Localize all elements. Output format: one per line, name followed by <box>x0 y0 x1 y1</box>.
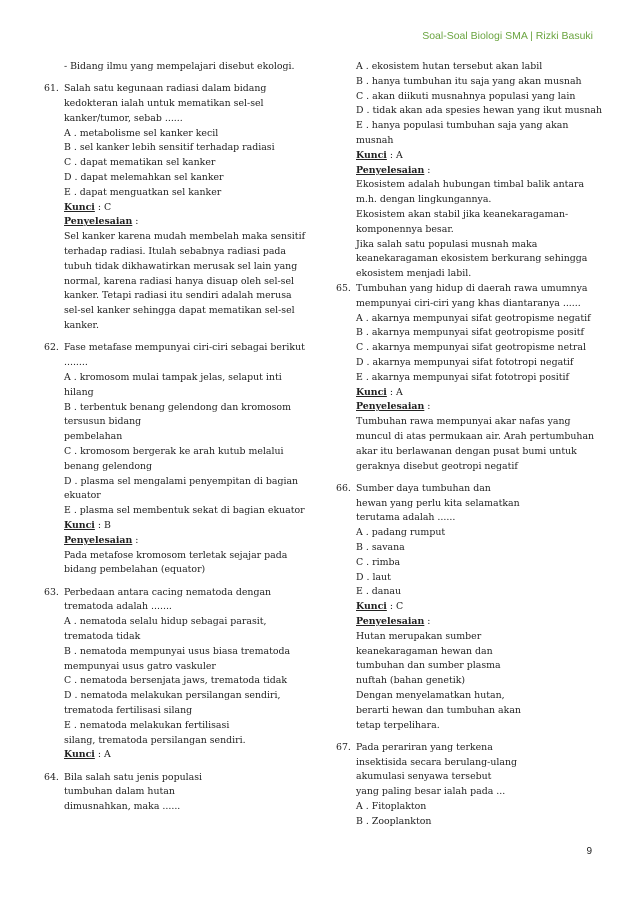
text-line <box>44 615 304 630</box>
answer-label: Kunci <box>64 201 95 213</box>
spacer <box>336 733 598 741</box>
page-header: Soal-Soal Biologi SMA | Rizki Basuki <box>422 30 593 42</box>
text-line <box>44 215 304 230</box>
text-line <box>44 356 304 371</box>
line-text: E . dapat menguatkan sel kanker <box>64 186 222 198</box>
spacer <box>44 75 304 83</box>
line-text: hewan yang perlu kita selamatkan <box>356 497 520 509</box>
question-number: 66. <box>336 482 351 494</box>
question-line <box>336 282 598 297</box>
text-line <box>336 689 598 704</box>
line-text: : <box>132 534 139 546</box>
text-line <box>336 75 598 90</box>
text-line <box>44 719 304 734</box>
line-text: akumulasi senyawa tersebut <box>356 771 492 783</box>
line-text: C . dapat mematikan sel kanker <box>64 157 216 169</box>
line-text: : <box>424 401 431 413</box>
text-line <box>44 60 304 75</box>
line-text: A . Fitoplakton <box>356 801 427 813</box>
text-line <box>336 164 598 179</box>
line-text: Hutan merupakan sumber <box>356 630 482 642</box>
line-text: terhadap radiasi. Itulah sebabnya radiasi pada <box>64 246 287 258</box>
line-text: trematoda fertilisasi silang <box>64 704 193 716</box>
line-text: D . dapat melemahkan sel kanker <box>64 172 224 184</box>
question-line <box>336 741 598 756</box>
line-text: : <box>132 216 139 228</box>
text-line <box>336 526 598 541</box>
text-line <box>44 201 304 216</box>
line-text: C . akarnya mempunyai sifat geotropisme netral <box>356 342 586 354</box>
line-text: A . metabolisme sel kanker kecil <box>64 127 219 139</box>
spacer <box>44 334 304 342</box>
question-number: 65. <box>336 282 351 294</box>
line-text: : <box>424 164 431 176</box>
line-text: E . akarnya mempunyai sifat fototropi positif <box>356 371 570 383</box>
line-text: D . nematoda melakukan persilangan sendiri, <box>64 690 281 702</box>
text-line <box>44 415 304 430</box>
text-line <box>44 430 304 445</box>
page-number: 9 <box>586 846 592 857</box>
answer-label: Penyelesaian <box>64 216 133 228</box>
text-line <box>336 134 598 149</box>
text-line <box>44 156 304 171</box>
line-text: muncul di atas permukaan air. Arah pertumbuhan <box>356 430 595 442</box>
text-line <box>44 186 304 201</box>
question-number: 67. <box>336 741 351 753</box>
line-text: B . savana <box>356 542 405 553</box>
text-line <box>44 445 304 460</box>
line-text: : A <box>386 386 403 398</box>
text-line <box>336 223 598 238</box>
text-line <box>336 756 598 771</box>
line-text: D . akarnya mempunyai sifat fototropi negatif <box>356 356 574 368</box>
question-line <box>44 771 304 786</box>
text-line <box>336 60 598 75</box>
line-text: berarti hewan dan tumbuhan akan <box>356 704 521 716</box>
question-line <box>44 82 304 97</box>
line-text: pembelahan <box>64 431 123 443</box>
text-line <box>44 689 304 704</box>
line-text: silang, trematoda persilangan sendiri. <box>64 734 246 746</box>
line-text: normal, karena radiasi hanya disuap oleh sel-sel <box>64 275 294 287</box>
answer-label: Kunci <box>64 749 95 761</box>
right-column <box>336 60 603 830</box>
text-line <box>336 719 598 734</box>
line-text: E . hanya populasi tumbuhan saja yang akan <box>356 120 569 132</box>
line-text: B . hanya tumbuhan itu saja yang akan musnah <box>356 75 582 87</box>
text-line <box>336 356 598 371</box>
line-text: A . kromosom mulai tampak jelas, selaput inti <box>64 371 282 383</box>
text-line <box>44 275 304 290</box>
answer-label: Kunci <box>356 149 387 161</box>
text-line <box>44 401 304 416</box>
line-text: mempunyai usus gatro vaskuler <box>64 660 216 672</box>
line-text: Sumber daya tumbuhan dan <box>356 482 491 494</box>
line-text: C . kromosom bergerak ke arah kutub melalui <box>64 445 284 457</box>
text-line <box>44 245 304 260</box>
line-text: Ekosistem akan stabil jika keanekaragaman- <box>356 208 569 220</box>
text-line <box>336 430 598 445</box>
spacer <box>336 474 598 482</box>
text-line <box>336 571 598 586</box>
text-line <box>336 556 598 571</box>
line-text: A . ekosistem hutan tersebut akan labil <box>356 61 543 72</box>
line-text: C . nematoda bersenjata jaws, trematoda tidak <box>64 675 288 687</box>
line-text: hilang <box>64 386 94 398</box>
text-line <box>44 489 304 504</box>
text-line <box>44 304 304 319</box>
line-text: bidang pembelahan (equator) <box>64 564 206 576</box>
text-line <box>44 645 304 660</box>
line-text: kanker/tumor, sebab ...... <box>64 112 183 124</box>
text-line <box>44 97 304 112</box>
line-text: A . nematoda selalu hidup sebagai parasit, <box>64 616 267 628</box>
line-text: Bila salah satu jenis populasi <box>64 771 203 783</box>
line-text: geraknya disebut geotropi negatif <box>356 460 518 472</box>
text-line <box>44 504 304 519</box>
line-text: : A <box>386 149 403 161</box>
line-text: nuftah (bahan genetik) <box>356 675 466 687</box>
line-text: akar itu berlawanan dengan pusat bumi untuk <box>356 445 577 457</box>
text-line <box>44 630 304 645</box>
line-text: : C <box>386 601 404 613</box>
line-text: kedokteran ialah untuk mematikan sel-sel <box>64 98 264 110</box>
text-line <box>336 238 598 253</box>
line-text: tersusun bidang <box>64 416 142 428</box>
text-line <box>44 171 304 186</box>
spacer <box>44 763 304 771</box>
line-text: musnah <box>356 134 394 146</box>
text-line <box>44 549 304 564</box>
line-text: C . akan diikuti musnahnya populasi yang lain <box>356 90 576 102</box>
text-line <box>336 815 598 830</box>
line-text: B . Zooplankton <box>356 815 432 827</box>
text-line <box>44 371 304 386</box>
line-text: A . padang rumput <box>356 527 446 539</box>
answer-label: Penyelesaian <box>356 401 425 413</box>
text-line <box>336 400 598 415</box>
line-text: D . laut <box>356 571 391 583</box>
line-text: tumbuhan dalam hutan <box>64 786 175 798</box>
text-line <box>336 541 598 556</box>
text-line <box>44 704 304 719</box>
text-line <box>44 534 304 549</box>
text-line <box>336 645 598 660</box>
line-text: sel-sel kanker sehingga dapat mematikan sel-sel <box>64 305 295 317</box>
line-text: dimusnahkan, maka ...... <box>64 801 181 813</box>
text-line <box>44 748 304 763</box>
text-line <box>336 659 598 674</box>
text-line <box>336 770 598 785</box>
text-line <box>44 800 304 815</box>
line-text: tumbuhan dan sumber plasma <box>356 660 501 672</box>
text-line <box>336 415 598 430</box>
text-line <box>336 297 598 312</box>
text-line <box>44 600 304 615</box>
text-line <box>44 127 304 142</box>
line-text: trematoda adalah ....... <box>64 601 172 613</box>
line-text: tetap terpelihara. <box>356 719 440 731</box>
line-text: Pada perariran yang terkena <box>356 741 493 753</box>
line-text: kanker. Tetapi radiasi itu sendiri adalah merusa <box>64 290 292 302</box>
line-text: Dengan menyelamatkan hutan, <box>356 689 505 701</box>
text-line <box>336 252 598 267</box>
answer-label: Penyelesaian <box>64 534 133 546</box>
line-text: Perbedaan antara cacing nematoda dengan <box>64 586 272 598</box>
text-line <box>44 289 304 304</box>
line-text: ekosistem menjadi labil. <box>356 268 472 280</box>
line-text: m.h. dengan lingkungannya. <box>356 194 492 206</box>
text-line <box>336 341 598 356</box>
text-line <box>336 704 598 719</box>
text-line <box>336 497 598 512</box>
text-line <box>44 785 304 800</box>
text-line <box>44 319 304 334</box>
line-text: E . nematoda melakukan fertilisasi <box>64 719 230 731</box>
line-text: : A <box>94 749 111 761</box>
question-number: 64. <box>44 771 59 783</box>
answer-label: Kunci <box>356 601 387 613</box>
answer-label: Kunci <box>356 386 387 398</box>
text-line <box>336 460 598 475</box>
text-line <box>336 600 598 615</box>
answer-label: Penyelesaian <box>356 164 425 176</box>
line-text: yang paling besar ialah pada ... <box>356 786 506 798</box>
line-text: mempunyai ciri-ciri yang khas diantaranya ...... <box>356 297 581 309</box>
line-text: ........ <box>64 357 88 369</box>
text-line <box>44 112 304 127</box>
text-line <box>336 312 598 327</box>
text-line <box>336 193 598 208</box>
text-line <box>336 208 598 223</box>
line-text: Jika salah satu populasi musnah maka <box>356 238 538 250</box>
text-line <box>44 660 304 675</box>
text-line <box>336 104 603 119</box>
text-line <box>336 90 598 105</box>
line-text: insektisida secara berulang-ulang <box>356 756 518 768</box>
line-text: B . akarnya mempunyai sifat geotropisme positf <box>356 327 584 339</box>
line-text: tubuh tidak dikhawatirkan merusak sel lain yang <box>64 260 298 272</box>
question-number: 61. <box>44 83 59 95</box>
left-column <box>44 60 304 815</box>
text-line <box>44 734 304 749</box>
text-line <box>336 445 598 460</box>
text-line <box>336 615 598 630</box>
line-text: keanekaragaman ekosistem berkurang sehingga <box>356 253 588 265</box>
text-line <box>44 674 304 689</box>
line-text: B . sel kanker lebih sensitif terhadap radiasi <box>64 142 275 154</box>
line-text: keanekaragaman hewan dan <box>356 645 493 657</box>
text-line <box>336 386 598 401</box>
line-text: D . plasma sel mengalami penyempitan di bagian <box>64 475 299 487</box>
line-text: komponennya besar. <box>356 223 454 235</box>
text-line <box>44 563 304 578</box>
text-line <box>336 800 598 815</box>
line-text: Tumbuhan rawa mempunyai akar nafas yang <box>356 416 571 428</box>
line-text: kanker. <box>64 320 99 332</box>
spacer <box>44 578 304 586</box>
text-line <box>336 630 598 645</box>
line-text: Sel kanker karena mudah membelah maka sensitif <box>64 231 306 243</box>
line-text: B . nematoda mempunyai usus biasa trematoda <box>64 645 291 657</box>
text-line <box>336 149 598 164</box>
line-text: terutama adalah ...... <box>356 512 456 524</box>
text-line <box>336 785 598 800</box>
text-line <box>336 119 598 134</box>
line-text: Fase metafase mempunyai ciri-ciri sebagai berikut <box>64 342 305 354</box>
text-line <box>336 585 598 600</box>
text-line <box>336 326 598 341</box>
line-text: Ekosistem adalah hubungan timbal balik antara <box>356 179 585 191</box>
question-number: 62. <box>44 342 59 354</box>
line-text: ekuator <box>64 490 101 502</box>
text-line <box>336 178 598 193</box>
line-text: Salah satu kegunaan radiasi dalam bidang <box>64 83 267 95</box>
line-text: trematoda tidak <box>64 630 141 642</box>
text-line <box>44 519 304 534</box>
line-text: Tumbuhan yang hidup di daerah rawa umumnya <box>356 282 588 294</box>
question-number: 63. <box>44 586 59 598</box>
line-text: B . terbentuk benang gelendong dan kromosom <box>64 401 291 413</box>
text-line <box>336 267 598 282</box>
answer-label: Penyelesaian <box>356 615 425 627</box>
line-text: A . akarnya mempunyai sifat geotropisme negatif <box>356 312 591 324</box>
text-line <box>44 460 304 475</box>
text-line <box>44 386 304 401</box>
line-text: D . tidak akan ada spesies hewan yang ikut musnah <box>356 105 603 117</box>
question-line <box>44 586 304 601</box>
line-text: E . plasma sel membentuk sekat di bagian ekuator <box>64 505 305 517</box>
line-text: Pada metafose kromosom terletak sejajar pada <box>64 549 288 561</box>
text-line <box>336 371 598 386</box>
text-line <box>44 141 304 156</box>
line-text: benang gelendong <box>64 460 153 472</box>
line-text: : <box>424 615 431 627</box>
text-line <box>336 511 598 526</box>
text-line <box>44 230 304 245</box>
question-line <box>336 482 598 497</box>
line-text: - Bidang ilmu yang mempelajari disebut ekologi. <box>64 61 295 72</box>
text-line <box>336 674 598 689</box>
line-text: : B <box>94 519 111 531</box>
line-text: C . rimba <box>356 556 401 568</box>
line-text: E . danau <box>356 586 402 598</box>
text-line <box>44 475 304 490</box>
text-line <box>44 260 304 275</box>
question-line <box>44 341 304 356</box>
line-text: : C <box>94 201 112 213</box>
answer-label: Kunci <box>64 519 95 531</box>
